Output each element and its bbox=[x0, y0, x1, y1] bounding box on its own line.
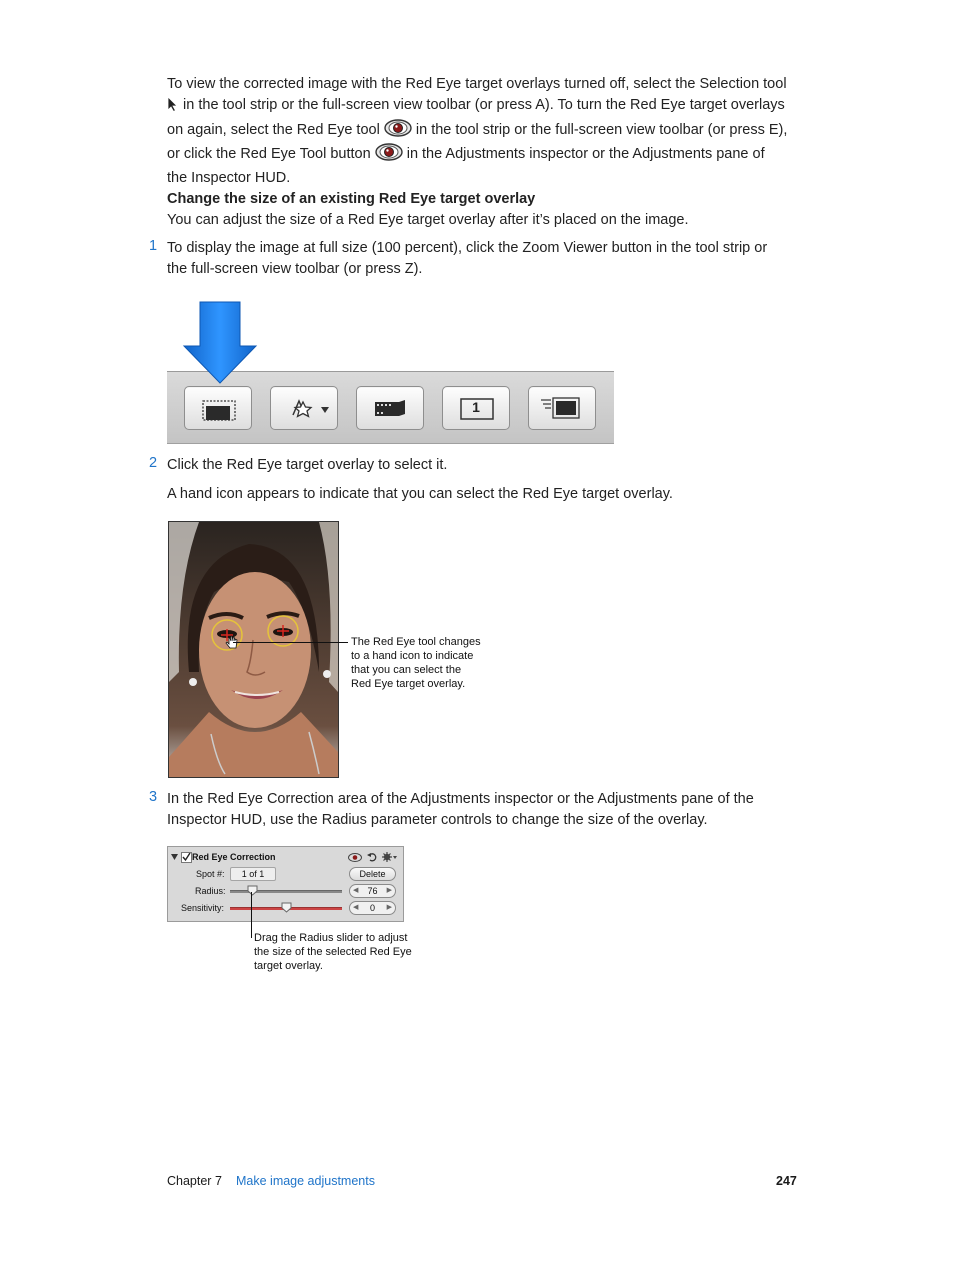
step-1-line-2: the full-screen view toolbar (or press Z). bbox=[167, 260, 423, 277]
checkmark-icon bbox=[182, 853, 191, 862]
panel-callout-line bbox=[251, 892, 252, 938]
photo-callout-line-1: The Red Eye tool changes bbox=[351, 636, 481, 648]
step-2-line-2: A hand icon appears to indicate that you can select the Red Eye target overlay. bbox=[167, 486, 673, 502]
sensitivity-slider-thumb[interactable] bbox=[281, 902, 292, 913]
decrement-arrow-icon[interactable]: ◀ bbox=[353, 904, 359, 911]
full-screen-icon bbox=[529, 387, 595, 429]
red-eye-tool-button-icon bbox=[375, 143, 403, 168]
footer-page-number: 247 bbox=[776, 1174, 797, 1188]
portrait-illustration bbox=[169, 522, 338, 777]
photo-callout-line bbox=[233, 642, 348, 643]
photo-callout bbox=[351, 635, 521, 691]
radius-stepper[interactable] bbox=[349, 884, 396, 898]
intro-line-2-text: in the tool strip or the full-screen view toolbar (or press A). To turn the Red Eye target overlays bbox=[183, 96, 785, 113]
panel-title: Red Eye Correction bbox=[192, 852, 276, 862]
zoom-viewer-icon bbox=[185, 387, 251, 429]
step-3-number: 3 bbox=[149, 789, 158, 805]
one-up-view-button[interactable] bbox=[442, 386, 510, 430]
spot-label: Spot #: bbox=[196, 869, 225, 879]
sensitivity-label: Sensitivity: bbox=[181, 903, 225, 913]
panel-callout-line-3: target overlay. bbox=[254, 960, 323, 972]
delete-button[interactable]: Delete bbox=[349, 867, 396, 881]
section-heading: Change the size of an existing Red Eye target overlay bbox=[167, 191, 536, 207]
filmstrip-icon bbox=[357, 387, 423, 429]
intro-line-4a: or click the Red Eye Tool button bbox=[167, 146, 371, 163]
portrait-photo bbox=[168, 521, 339, 778]
intro-line-2 bbox=[167, 95, 807, 119]
intro-line-1: To view the corrected image with the Red Eye target overlays turned off, select the Selection tool bbox=[167, 76, 787, 92]
step-2-number: 2 bbox=[149, 455, 158, 471]
increment-arrow-icon[interactable]: ▶ bbox=[386, 887, 392, 894]
filmstrip-button[interactable] bbox=[356, 386, 424, 430]
intro-line-4 bbox=[167, 143, 807, 168]
full-screen-button[interactable] bbox=[528, 386, 596, 430]
step-3-text bbox=[167, 789, 807, 831]
radius-label: Radius: bbox=[195, 886, 226, 896]
enable-checkbox[interactable] bbox=[181, 852, 192, 863]
step-1-line-1: To display the image at full size (100 percent), click the Zoom Viewer button in the tool strip or bbox=[167, 240, 768, 256]
step-3-line-2: Inspector HUD, use the Radius parameter controls to change the size of the overlay. bbox=[167, 811, 708, 828]
panel-callout-line-2: the size of the selected Red Eye bbox=[254, 946, 412, 958]
step-3-line-1: In the Red Eye Correction area of the Adjustments inspector or the Adjustments pane of the bbox=[167, 791, 754, 807]
intro-line-3a: on again, select the Red Eye tool bbox=[167, 121, 380, 138]
step-2-line-1: Click the Red Eye target overlay to select it. bbox=[167, 457, 448, 473]
red-eye-tool-icon bbox=[384, 119, 412, 144]
step-1-text bbox=[167, 238, 807, 280]
gear-icon[interactable] bbox=[382, 852, 398, 862]
blue-arrow-indicator bbox=[180, 301, 260, 385]
photo-callout-line-4: Red Eye target overlay. bbox=[351, 678, 466, 690]
radius-value: 76 bbox=[367, 886, 378, 896]
sensitivity-stepper[interactable] bbox=[349, 901, 396, 915]
red-eye-icon[interactable] bbox=[348, 853, 362, 862]
increment-arrow-icon[interactable]: ▶ bbox=[386, 904, 392, 911]
stamp-effects-icon bbox=[271, 387, 337, 429]
section-description: You can adjust the size of a Red Eye target overlay after it’s placed on the image. bbox=[167, 212, 689, 228]
intro-line-3 bbox=[167, 119, 807, 144]
reset-icon[interactable] bbox=[367, 852, 377, 862]
spot-value-field[interactable]: 1 of 1 bbox=[230, 867, 276, 881]
red-eye-correction-panel bbox=[167, 846, 404, 922]
intro-line-3b: in the tool strip or the full-screen view toolbar (or press E), bbox=[415, 121, 788, 138]
one-up-view-label: 1 bbox=[472, 399, 480, 415]
radius-slider-thumb[interactable] bbox=[247, 885, 258, 896]
stamp-effects-button[interactable] bbox=[270, 386, 338, 430]
photo-callout-line-2: to a hand icon to indicate bbox=[351, 650, 474, 662]
footer-chapter: Chapter 7 bbox=[167, 1174, 222, 1188]
selection-tool-icon bbox=[167, 96, 179, 119]
zoom-viewer-button[interactable] bbox=[184, 386, 252, 430]
panel-callout bbox=[254, 931, 444, 973]
intro-line-5: the Inspector HUD. bbox=[167, 170, 291, 187]
decrement-arrow-icon[interactable]: ◀ bbox=[353, 887, 359, 894]
disclosure-triangle-icon[interactable] bbox=[171, 853, 179, 861]
step-1-number: 1 bbox=[149, 238, 158, 254]
footer-chapter-title-link[interactable]: Make image adjustments bbox=[236, 1174, 375, 1188]
panel-callout-line-1: Drag the Radius slider to adjust bbox=[254, 932, 408, 944]
intro-paragraph bbox=[167, 74, 807, 189]
photo-callout-line-3: that you can select the bbox=[351, 664, 462, 676]
sensitivity-value: 0 bbox=[369, 903, 375, 913]
intro-line-4b: in the Adjustments inspector or the Adjustments pane of bbox=[406, 146, 765, 163]
